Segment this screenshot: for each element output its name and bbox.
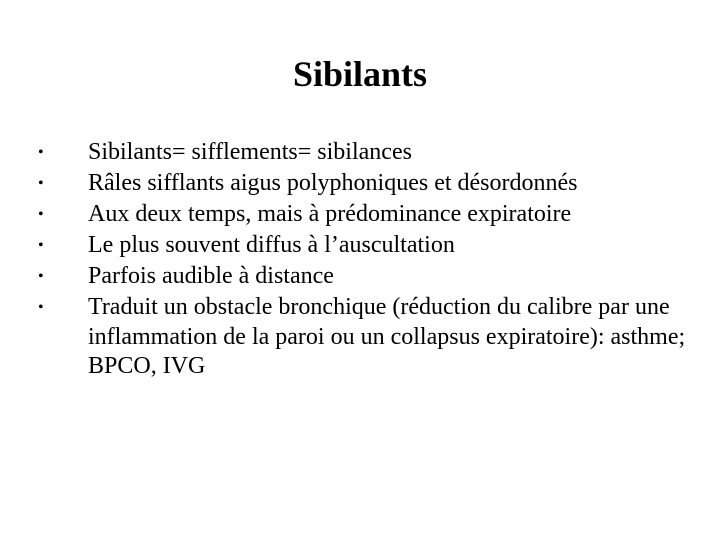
bullet-text: Parfois audible à distance bbox=[88, 263, 334, 289]
bullet-item bbox=[38, 262, 688, 292]
bullet-text: Le plus souvent diffus à l’auscultation bbox=[88, 232, 455, 258]
bullet-item bbox=[38, 138, 688, 168]
bullet-dot-icon: • bbox=[38, 237, 44, 254]
bullet-item bbox=[38, 293, 688, 382]
bullet-text: Traduit un obstacle bronchique (réduction du calibre par une inflammation de la paroi ou un collapsus expiratoire): asthme; BPCO, IVG bbox=[88, 294, 686, 379]
bullet-item bbox=[38, 231, 688, 261]
bullet-item bbox=[38, 169, 688, 199]
bullet-dot-icon: • bbox=[38, 299, 44, 316]
bullet-list bbox=[38, 138, 688, 383]
bullet-text: Sibilants= sifflements= sibilances bbox=[88, 139, 412, 165]
bullet-dot-icon: • bbox=[38, 175, 44, 192]
bullet-text: Aux deux temps, mais à prédominance expiratoire bbox=[88, 201, 572, 227]
bullet-dot-icon: • bbox=[38, 144, 44, 161]
bullet-dot-icon: • bbox=[38, 268, 44, 285]
bullet-item bbox=[38, 200, 688, 230]
bullet-dot-icon: • bbox=[38, 206, 44, 223]
slide-title: Sibilants bbox=[292, 54, 428, 94]
bullet-text: Râles sifflants aigus polyphoniques et désordonnés bbox=[88, 170, 578, 196]
